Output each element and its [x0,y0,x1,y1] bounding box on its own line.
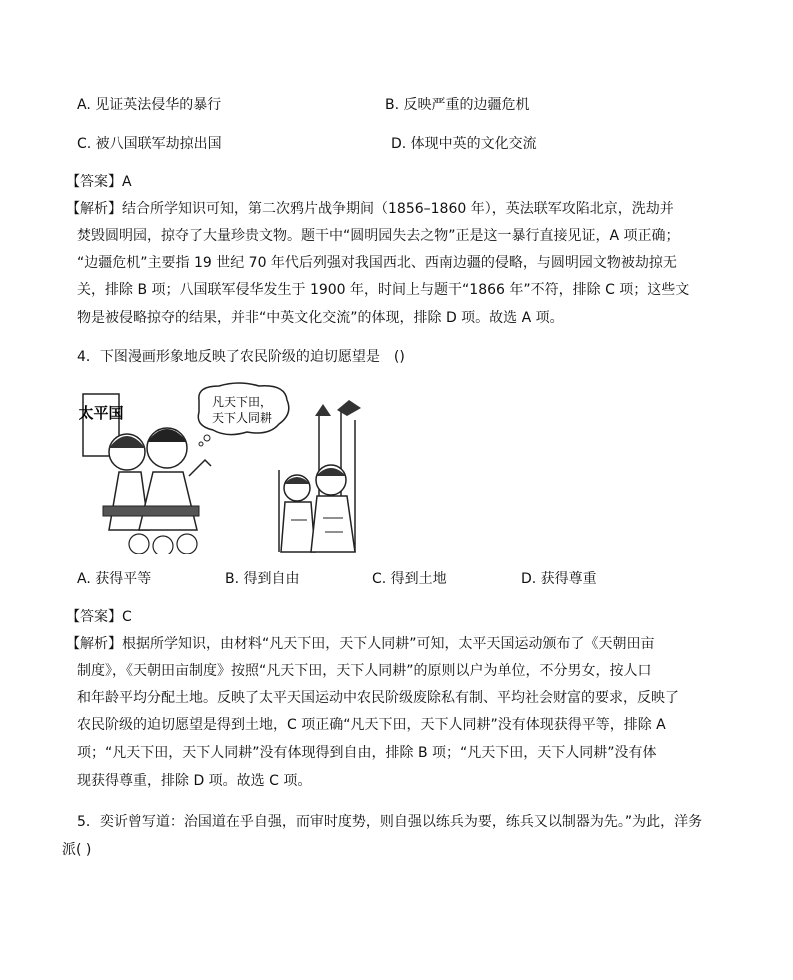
q5-stem-line-2: 派( ) [62,842,92,858]
q4-option-c: C. 得到土地 [372,571,447,587]
cartoon-illustration [79,380,367,554]
q3-analysis-line: 焚毁圆明园，掠夺了大量珍贵文物。题干中“圆明园失去之物”正是这一暴行直接见证，A 项正确； [77,228,680,244]
q4-analysis-line: 项；“凡天下田，天下人同耕”没有体现得到自由，排除 B 项；“凡天下田，天下人同耕”没有体 [77,745,657,761]
q4-option-d: D. 获得尊重 [521,571,597,587]
q3-option-a: A. 见证英法侵华的暴行 [77,97,222,113]
cartoon-figure [79,380,367,554]
q3-answer: 【答案】A [66,174,132,190]
q4-option-b: B. 得到自由 [225,571,300,587]
q4-analysis-line: 制度》，《天朝田亩制度》按照“凡天下田，天下人同耕”的原则以户为单位，不分男女，按人口 [77,663,652,679]
bubble-line-1: 凡天下田， [211,395,273,409]
q3-analysis-line: 物是被侵略掠夺的结果，并非“中英文化交流”的体现，排除 D 项。故选 A 项。 [77,310,564,326]
q3-analysis-line: 【解析】结合所学知识可知，第二次鸦片战争期间（1856–1860 年），英法联军攻陷北京，洗劫并 [66,201,674,217]
q4-answer: 【答案】C [66,609,132,625]
q4-option-a: A. 获得平等 [77,571,152,587]
q4-analysis-line: 【解析】根据所学知识，由材料“凡天下田，天下人同耕”可知，太平天国运动颁布了《天朝田亩 [66,636,655,652]
banner-text: 太平国 [79,404,124,422]
q4-analysis-line: 农民阶级的迫切愿望是得到土地，C 项正确“凡天下田，天下人同耕”没有体现获得平等，排除 A [77,717,666,733]
q3-option-d: D. 体现中英的文化交流 [391,136,537,152]
q3-option-b: B. 反映严重的边疆危机 [385,97,530,113]
q3-option-c: C. 被八国联军劫掠出国 [77,136,222,152]
bubble-line-2: 天下人同耕 [211,411,273,425]
q4-analysis-line: 和年龄平均分配土地。反映了太平天国运动中农民阶级废除私有制、平均社会财富的要求，反映了 [77,690,679,706]
q4-analysis-line: 现获得尊重，排除 D 项。故选 C 项。 [77,773,312,789]
q5-stem-line-1: 5．奕䜣曾写道：治国道在乎自强，而审时度势，则自强以练兵为要，练兵又以制器为先。”为此，洋务 [77,814,703,830]
q4-stem: 4．下图漫画形象地反映了农民阶级的迫切愿望是 () [77,349,405,365]
q3-analysis-line: “边疆危机”主要指 19 世纪 70 年代后列强对我国西北、西南边疆的侵略，与圆明园文物被劫掠无 [77,255,677,271]
q3-analysis-line: 关，排除 B 项；八国联军侵华发生于 1900 年，时间上与题干“1866 年”不符，排除 C 项；这些文 [77,282,690,298]
